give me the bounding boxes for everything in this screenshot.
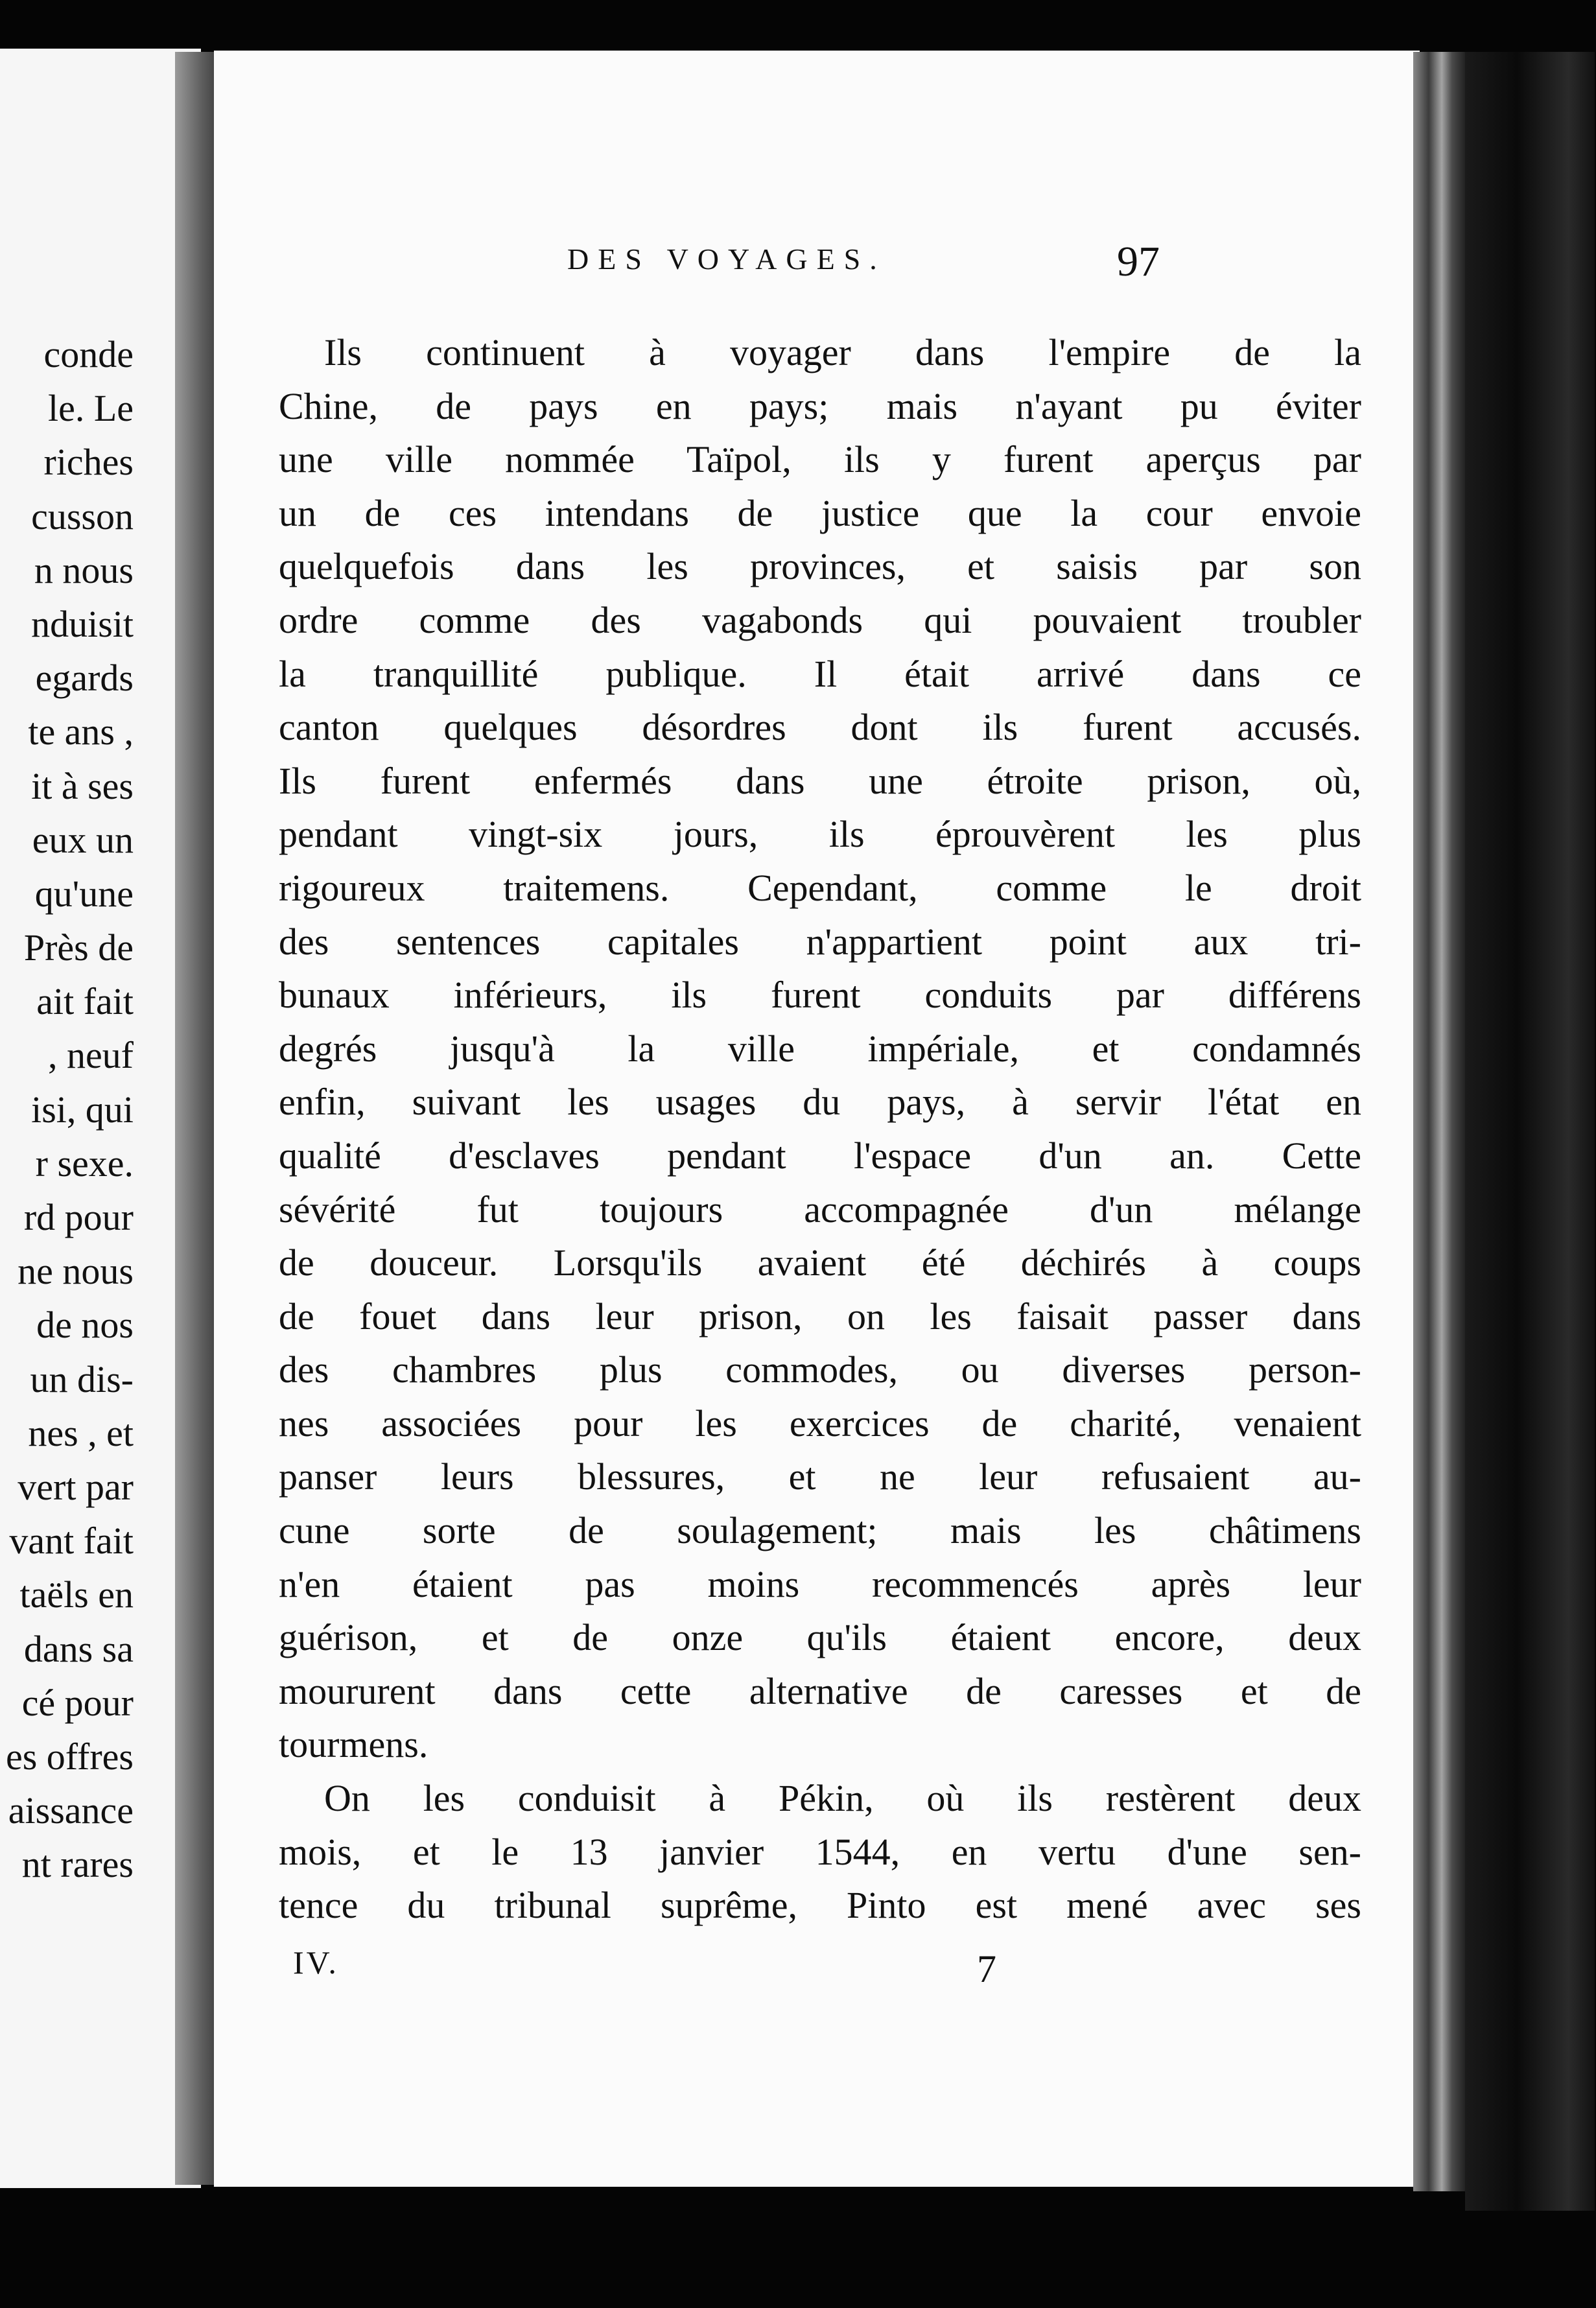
previous-page-line: es offres [5,1735,134,1778]
text-line: tence du tribunal suprême, Pinto est mené avec ses [279,1884,1361,1927]
previous-page-line: nes , et [28,1411,134,1454]
text-line: des chambres plus commodes, ou diverses person- [279,1348,1361,1391]
text-line: canton quelques désordres dont ils furent accusés. [279,706,1361,749]
previous-page-text [0,327,134,1891]
page-number: 97 [1117,238,1160,285]
page-edge [1413,52,1465,2191]
text-line: moururent dans cette alternative de caresses et de [279,1669,1361,1712]
previous-page-line: dans sa [23,1627,134,1670]
previous-page-line: it à ses [31,764,134,807]
book-cover-edge [1465,52,1595,2211]
previous-page-line: vert par [18,1465,134,1508]
previous-page-line: Près de [23,926,134,969]
previous-page-line: egards [35,657,134,700]
previous-page-line: n nous [34,548,134,591]
previous-page-line: r sexe. [35,1142,134,1184]
previous-page-line: nt rares [21,1843,134,1886]
text-line: Ils furent enfermés dans une étroite prison, où, [279,759,1361,802]
text-line: une ville nommée Taïpol, ils y furent aperçus par [279,438,1361,481]
previous-page-line: ne nous [18,1250,134,1293]
text-line: On les conduisit à Pékin, où ils restèrent deux [324,1777,1361,1820]
previous-page-line: ait fait [36,980,134,1023]
page [214,51,1420,2187]
previous-page-line: taëls en [19,1573,134,1616]
previous-page-line: vant fait [9,1520,134,1562]
previous-page-line: riches [43,441,134,484]
text-line: pendant vingt-six jours, ils éprouvèrent les plus [279,813,1361,856]
running-head: DES VOYAGES. [567,242,886,276]
previous-page-line: un dis- [30,1358,134,1400]
signature-mark: 7 [977,1948,996,1990]
previous-page-line: le. Le [47,387,134,430]
page-header [214,232,1420,290]
text-line: Chine, de pays en pays; mais n'ayant pu éviter [279,384,1361,427]
text-line: guérison, et de onze qu'ils étaient encore, deux [279,1616,1361,1659]
volume-mark: IV. [293,1944,339,1981]
text-line: panser leurs blessures, et ne leur refusaient au- [279,1455,1361,1498]
text-line: des sentences capitales n'appartient point aux tri- [279,920,1361,963]
previous-page-line: , neuf [47,1034,134,1077]
previous-page-line: qu'une [34,872,134,915]
previous-page-line: isi, qui [31,1088,134,1131]
text-line: cune sorte de soulagement; mais les châtimens [279,1509,1361,1552]
previous-page-line: de nos [36,1304,134,1347]
page-footer [214,1944,1420,1996]
text-line: n'en étaient pas moins recommencés après leur [279,1562,1361,1605]
text-line: sévérité fut toujours accompagnée d'un mélange [279,1188,1361,1231]
text-line: ordre comme des vagabonds qui pouvaient troubler [279,598,1361,641]
text-line: de douceur. Lorsqu'ils avaient été déchirés à coups [279,1242,1361,1284]
previous-page-line: cusson [31,495,134,537]
text-line: mois, et le 13 janvier 1544, en vertu d'une sen- [279,1830,1361,1873]
previous-page-line: cé pour [21,1681,134,1724]
text-line: enfin, suivant les usages du pays, à servir l'état en [279,1081,1361,1124]
text-line: de fouet dans leur prison, on les faisait passer dans [279,1295,1361,1337]
previous-page-line: conde [43,333,134,375]
text-line: tourmens. [279,1723,428,1766]
text-line: Ils continuent à voyager dans l'empire de la [324,331,1361,373]
text-line: un de ces intendans de justice que la cour envoie [279,491,1361,534]
previous-page-line: eux un [32,818,134,861]
previous-page-fragment [0,49,201,2188]
text-line: degrés jusqu'à la ville impériale, et condamnés [279,1027,1361,1070]
text-line: quelquefois dans les provinces, et saisis par son [279,545,1361,588]
text-line: qualité d'esclaves pendant l'espace d'un an. Cette [279,1134,1361,1177]
text-line: rigoureux traitemens. Cependant, comme le droit [279,866,1361,909]
text-line: bunaux inférieurs, ils furent conduits par différens [279,974,1361,1017]
text-line: la tranquillité publique. Il était arrivé dans ce [279,652,1361,695]
text-line: nes associées pour les exercices de charité, venaient [279,1402,1361,1444]
previous-page-line: te ans , [28,711,134,753]
previous-page-line: rd pour [23,1196,134,1238]
previous-page-line: aissance [8,1789,134,1832]
previous-page-line: nduisit [31,602,134,645]
body-text [279,326,1361,1933]
